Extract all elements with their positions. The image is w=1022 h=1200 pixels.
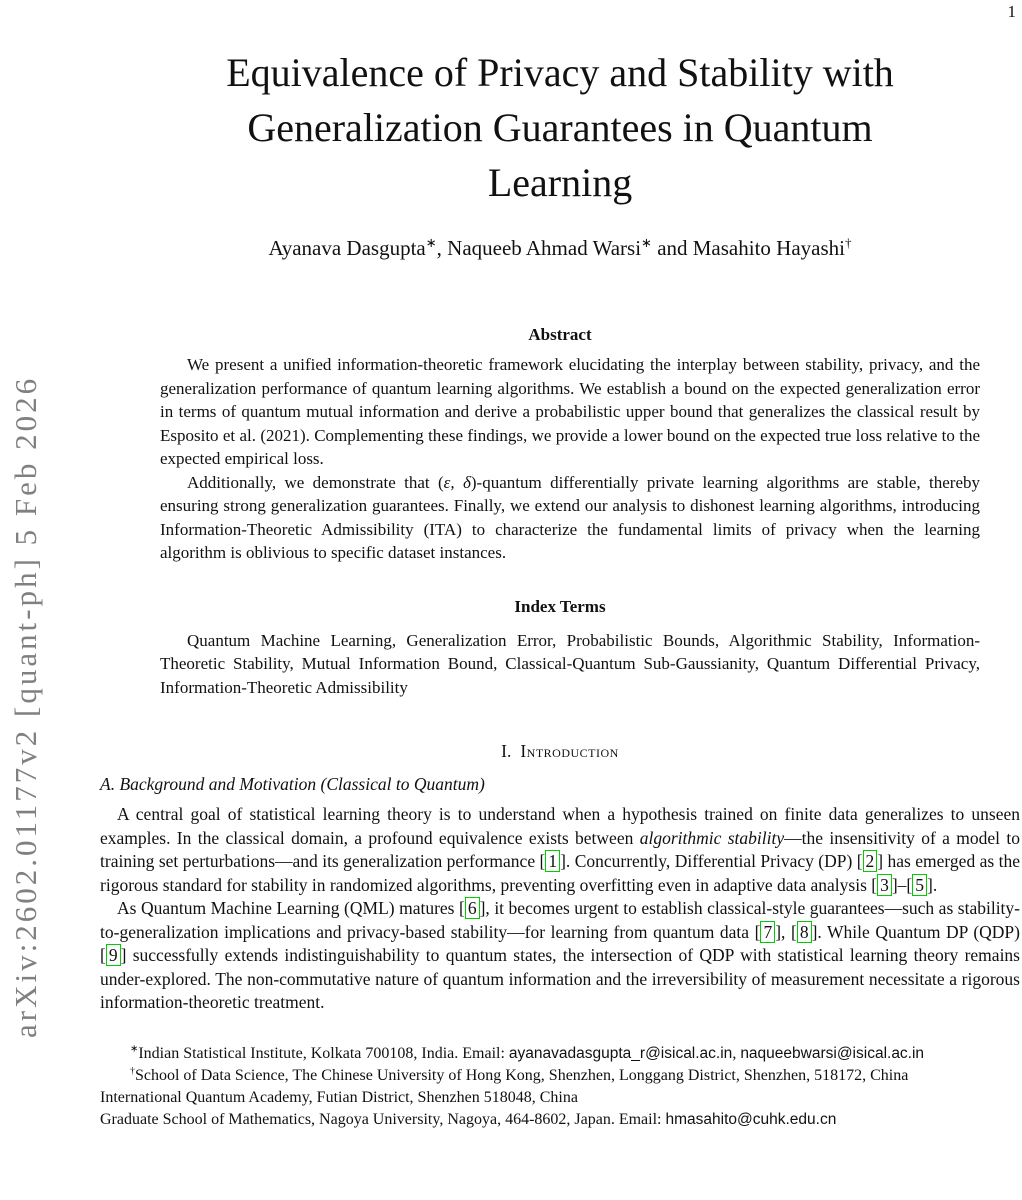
paragraph: As Quantum Machine Learning (QML) matures [ 6 ], it becomes urgent to establish classical-style guarantees—such as stability-to-generalization implications and privacy-based stability—for learning from quantum data [ 7 ], [ 8 ]. While Quantum DP (QDP) [ 9 ] successfully extends indistinguishability to quantum states, the intersection of QDP with statistical learning theory remains under-explored. The non-commutative nature of quantum information and the irreversibility of measurement necessitate a rigorous information-theoretic treatment. [100, 898, 1020, 1012]
superscript-mark: ∗ [425, 235, 437, 250]
arxiv-watermark: arXiv:2602.01177v2 [quant-ph] 5 Feb 2026 [8, 375, 43, 1038]
paragraph: We present a unified information-theoretic framework elucidating the interplay between stability, privacy, and the generalization performance of quantum learning algorithms. We establish a bound on the expected generalization error in terms of quantum mutual information and derive a probabilistic upper bound that generalizes the classical result by Esposito et al. (2021). Complementing these findings, we provide a lower bound on the expected true loss relative to the expected empirical loss. [160, 355, 980, 468]
index-terms-body [160, 629, 980, 700]
citation-link[interactable]: 6 [465, 897, 480, 919]
footnotes [100, 1043, 1020, 1132]
paragraph: Quantum Machine Learning, Generalization Error, Probabilistic Bounds, Algorithmic Stability, Information-Theoretic Stability, Mutual Information Bound, Classical-Quantum Sub-Gaussianity, Quantum Differential Privacy, Information-Theoretic Admissibility [160, 630, 980, 697]
paper-title-line-3: Learning [487, 160, 633, 205]
email-text: hmasahito@cuhk.edu.cn [665, 1111, 837, 1129]
subsection-heading-background: A. Background and Motivation (Classical to Quantum) [100, 774, 485, 794]
footnote: ∗Indian Statistical Institute, Kolkata 700108, India. Email: ayanavadasgupta_r@isical.ac.in, naqueebwarsi@isical.ac.in [130, 1043, 925, 1062]
section-number: I. [501, 741, 512, 761]
abstract-heading: Abstract [528, 325, 592, 344]
citation-link[interactable]: 9 [106, 944, 121, 966]
index-terms-heading: Index Terms [514, 596, 606, 616]
section-heading-introduction [100, 741, 1020, 762]
superscript-mark: ∗ [130, 1043, 139, 1055]
citation-link[interactable]: 2 [863, 850, 878, 872]
abstract-body [160, 353, 980, 565]
superscript-mark: † [844, 235, 852, 250]
italic-text: algorithmic stability [639, 827, 785, 848]
page-number: 1 [1007, 2, 1016, 21]
citation-link[interactable]: 7 [760, 921, 775, 943]
paragraph: Additionally, we demonstrate that (ε, δ)-quantum differentially private learning algorithms are stable, thereby ensuring strong generalization guarantees. Finally, we extend our analysis to dishonest learning algorithms, introducing Information-Theoretic Admissibility (ITA) to characterize the fundamental limits of privacy when the learning algorithm is oblivious to specific dataset instances. [160, 472, 980, 562]
section-title: Introduction [520, 741, 619, 761]
superscript-mark: ∗ [641, 235, 652, 250]
paragraph: A central goal of statistical learning theory is to understand when a hypothesis trained on finite data generalizes to unseen examples. In the classical domain, a profound equivalence exists between algorithmic stability—the insensitivity of a model to training set perturbations—and its generalization performance [ 1 ]. Concurrently, Differential Privacy (DP) [ 2 ] has emerged as the rigorous standard for stability in randomized algorithms, preventing overfitting even in adaptive data analysis [ 3 ]–[ 5 ]. [100, 804, 1020, 895]
citation-link[interactable]: 3 [877, 874, 892, 896]
paper-title-line-2: Generalization Guarantees in Quantum [247, 105, 873, 150]
email-text: naqueebwarsi@isical.ac.in [740, 1044, 925, 1062]
footnote: International Quantum Academy, Futian District, Shenzhen 518048, China [100, 1089, 578, 1107]
citation-link[interactable]: 8 [797, 921, 812, 943]
author-line: Ayanava Dasgupta∗, Naqueeb Ahmad Warsi∗ and Masahito Hayashi† [268, 235, 852, 260]
footnote: †School of Data Science, The Chinese University of Hong Kong, Shenzhen, Longgang District, Shenzhen, 518172, China [130, 1065, 909, 1084]
email-text: ayanavadasgupta_r@isical.ac.in [508, 1044, 733, 1062]
paper-page [100, 0, 1020, 1132]
paper-title-line-1: Equivalence of Privacy and Stability with [226, 50, 894, 95]
italic-text: ε, δ [443, 472, 471, 492]
citation-link[interactable]: 5 [912, 874, 927, 896]
footnote: Graduate School of Mathematics, Nagoya University, Nagoya, 464-8602, Japan. Email: hmasahito@cuhk.edu.cn [100, 1111, 837, 1129]
introduction-body [100, 803, 1020, 1015]
citation-link[interactable]: 1 [545, 850, 560, 872]
superscript-mark: † [130, 1065, 135, 1077]
paper-title [140, 45, 980, 210]
